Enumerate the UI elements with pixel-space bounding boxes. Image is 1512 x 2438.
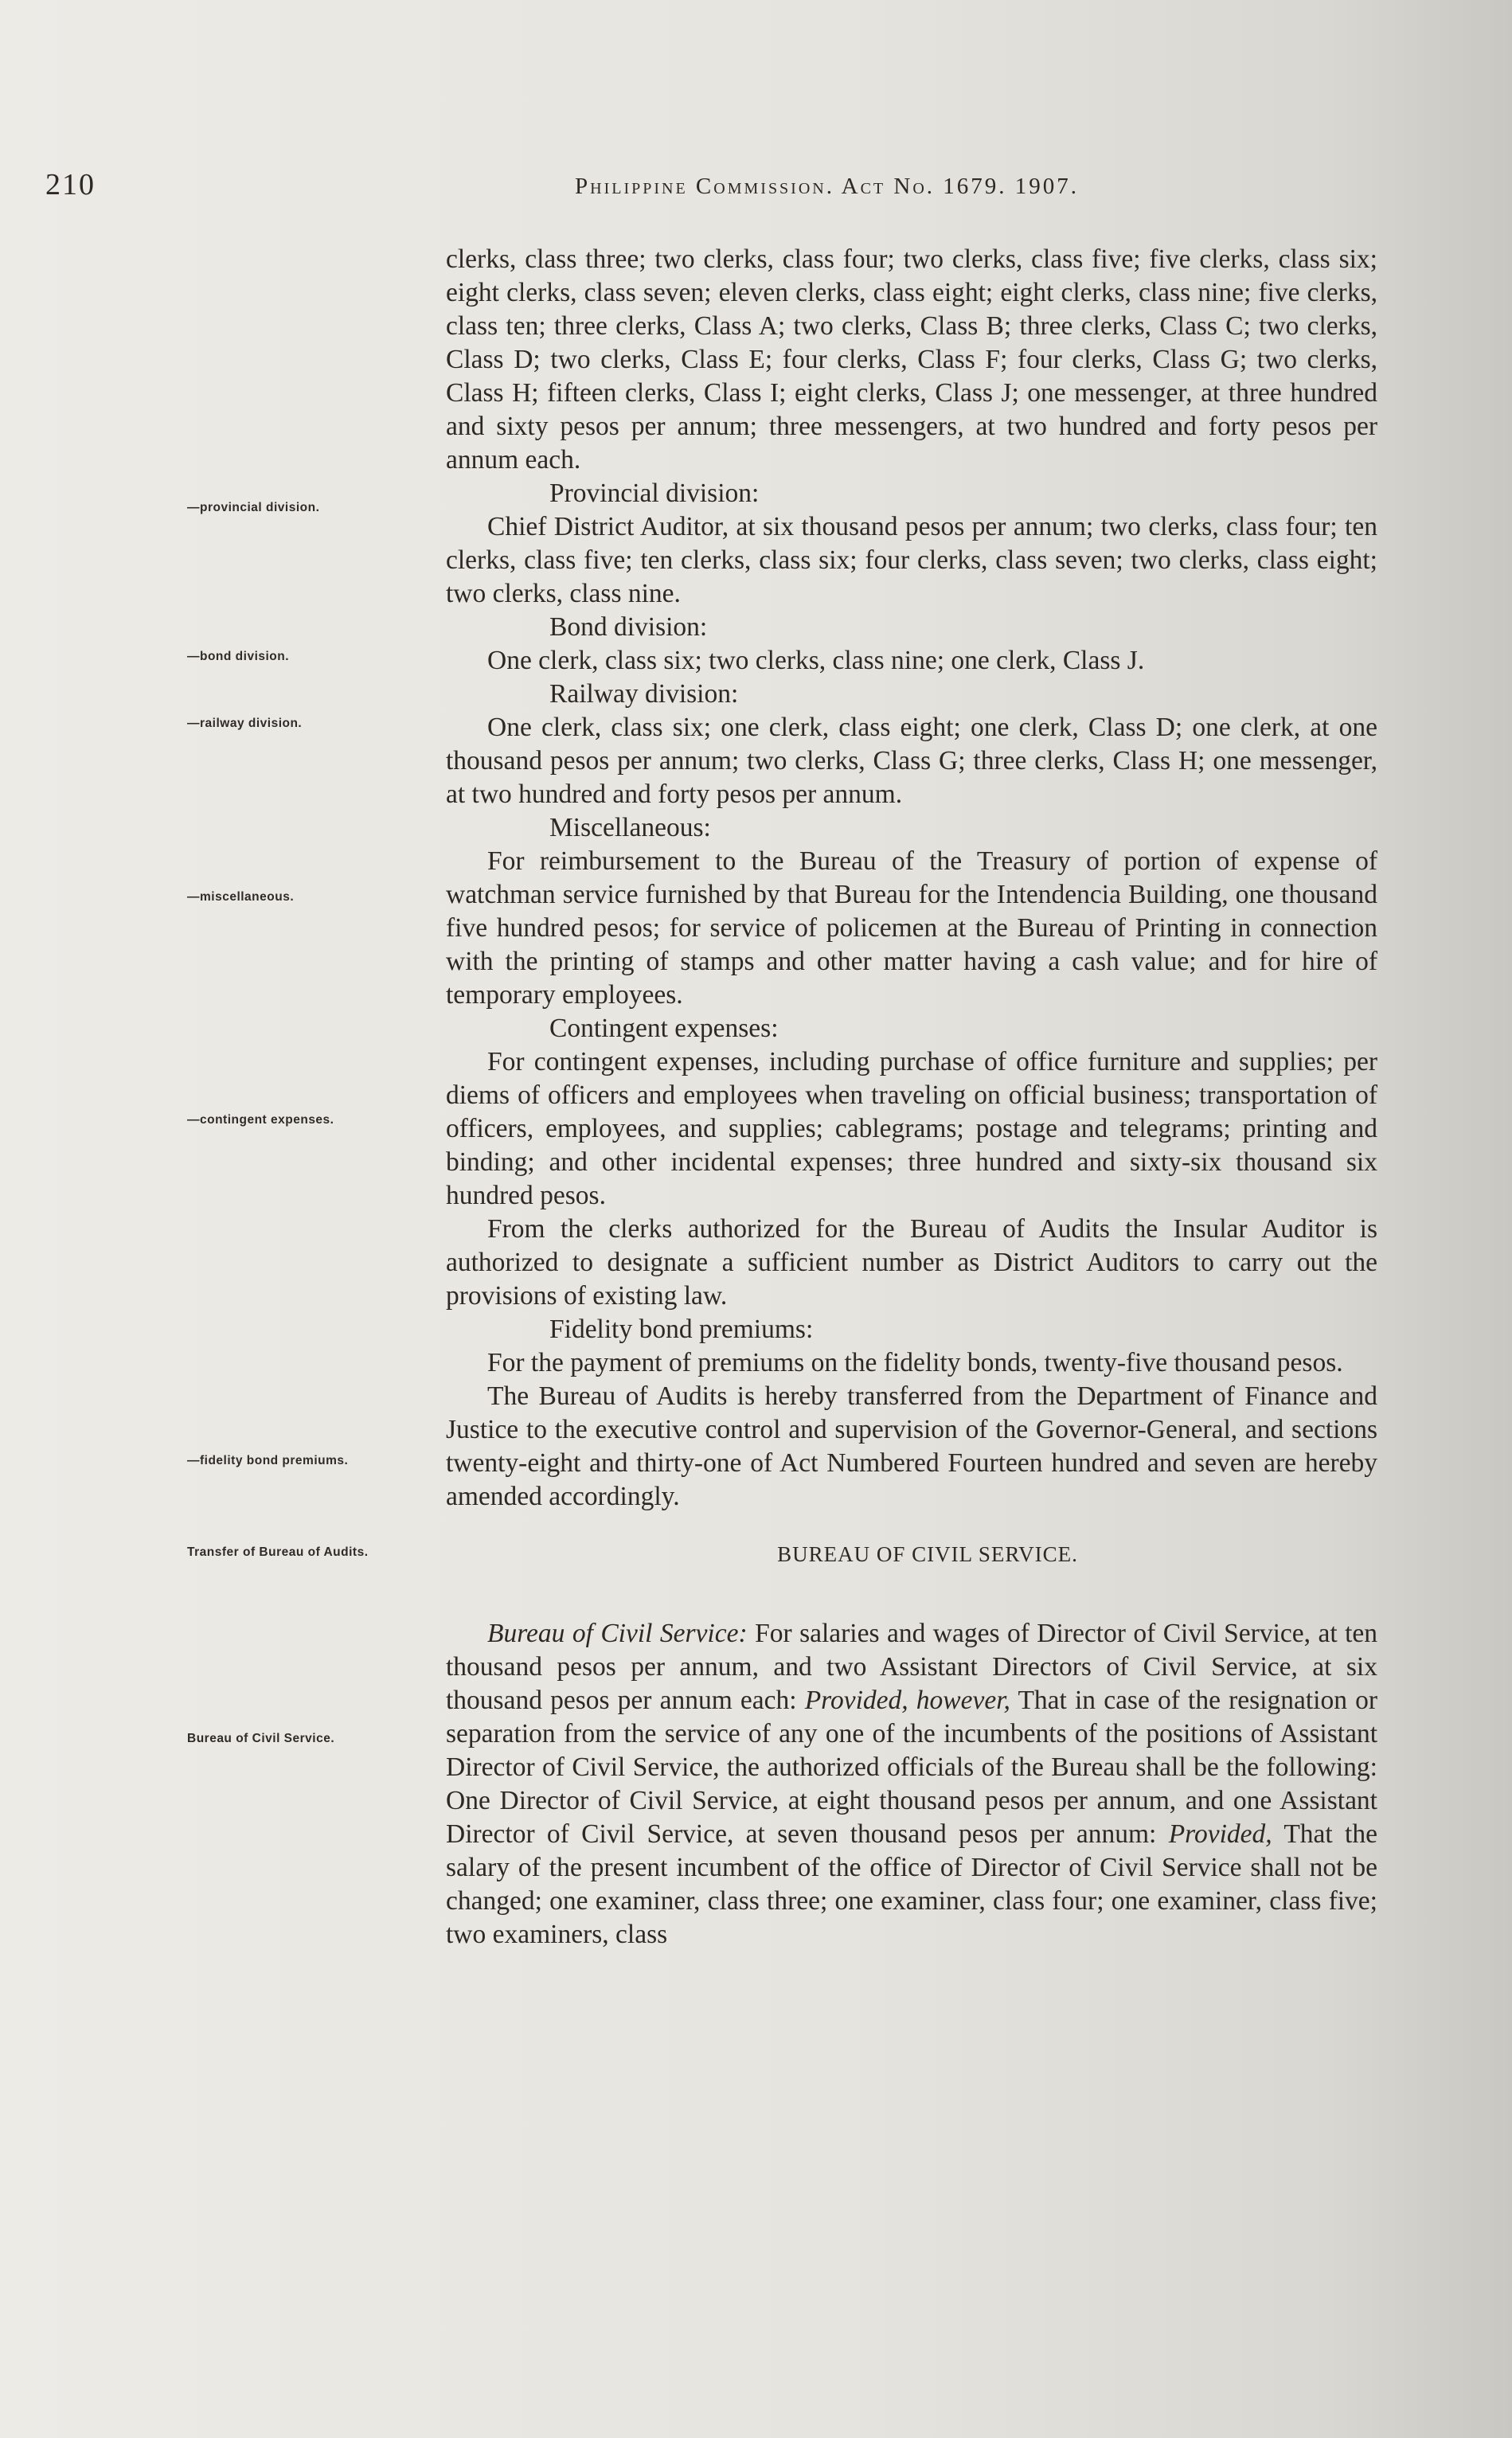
running-head: Philippine Commission. Act No. 1679. 1907. [575, 174, 1080, 199]
paragraph-bond-division: One clerk, class six; two clerks, class nine; one clerk, Class J. [487, 646, 1145, 675]
heading-railway-division: Railway division: [549, 679, 739, 709]
civil-service-text-3: That the salary of the present incumbent of the office of Director of Civil Service shall not be changed; one examiner, class three; one examiner, class four; one examiner, class five; two examiners, class [446, 1819, 1377, 1949]
heading-provincial-division: Provincial division: [549, 479, 760, 508]
page-header [0, 167, 1512, 207]
civil-service-text-1: For salaries and wages of Director of Civil Service, at ten thousand pesos per annum, and two Assistant Directors of Civil Service, at six thousand pesos per annum each: [446, 1619, 1378, 1715]
heading-fidelity-bond-premiums: Fidelity bond premiums: [549, 1315, 814, 1344]
main-text-column [446, 243, 1377, 1952]
paragraph-miscellaneous: For reimbursement to the Bureau of the Treasury of portion of expense of watchman service furnished by that Bureau for the Intendencia Building, one thousand five hundred pesos; for service of policemen at the Bureau of Printing in connection with the printing of stamps and other matter having a cash value; and for hire of temporary employees. [446, 846, 1377, 1010]
margin-note-railway-division: —railway division. [187, 717, 303, 730]
margin-note-bond-division: —bond division. [187, 650, 290, 663]
civil-service-provided-1: Provided, however, [804, 1686, 1010, 1715]
heading-bond-division: Bond division: [549, 612, 708, 642]
paragraph-contingent-expenses: For contingent expenses, including purchase of office furniture and supplies; per diems of officers and employees when traveling on official business; transportation of officers, employees, and supplies; cablegrams; postage and telegrams; printing and binding; and other incidental expenses; three hundred and sixty-six thousand six hundred pesos. [446, 1047, 1377, 1210]
paragraph-fidelity-bond-premiums: For the payment of premiums on the fidelity bonds, twenty-five thousand pesos. [487, 1348, 1343, 1377]
heading-contingent-expenses: Contingent expenses: [549, 1014, 779, 1043]
margin-note-bureau-civil-service: Bureau of Civil Service. [187, 1732, 335, 1745]
paragraph-clerks-continued: clerks, class three; two clerks, class four; two clerks, class five; five clerks, class six; eight clerks, class seven; eleven clerks, class eight; eight clerks, class nine; five clerks, class ten; three clerks, Class A; two clerks, Class B; three clerks, Class C; two clerks, Class D; two clerks, Class E; four clerks, Class F; four clerks, Class G; two clerks, Class H; fifteen clerks, Class I; eight clerks, Class J; one messenger, at three hundred and sixty pesos per annum; three messengers, at two hundred and forty pesos per annum each. [446, 244, 1377, 475]
section-heading-bureau-civil-service: BUREAU OF CIVIL SERVICE. [777, 1542, 1078, 1566]
margin-note-contingent-expenses: —contingent expenses. [187, 1113, 334, 1127]
civil-service-provided-2: Provided, [1168, 1819, 1272, 1849]
margin-note-transfer-bureau-audits: Transfer of Bureau of Audits. [187, 1545, 369, 1559]
margin-note-provincial-division: —provincial division. [187, 501, 320, 514]
paragraph-provincial-division: Chief District Auditor, at six thousand pesos per annum; two clerks, class four; ten clerks, class five; ten clerks, class six; four clerks, class seven; two clerks, class eight; two clerks, class nine. [446, 512, 1377, 608]
margin-note-fidelity-bond-premiums: —fidelity bond premiums. [187, 1454, 349, 1467]
margin-note-miscellaneous: —miscellaneous. [187, 890, 295, 904]
paragraph-transfer-bureau-audits: The Bureau of Audits is hereby transferred from the Department of Finance and Justice to the executive control and supervision of the Governor-General, and sections twenty-eight and thirty-one of Act Numbered Fourteen hundred and seven are hereby amended accordingly. [446, 1381, 1377, 1511]
civil-service-lead: Bureau of Civil Service: [487, 1619, 748, 1648]
paragraph-railway-division: One clerk, class six; one clerk, class eight; one clerk, Class D; one clerk, at one thousand pesos per annum; two clerks, Class G; three clerks, Class H; one messenger, at two hundred and forty pesos per annum. [446, 713, 1377, 809]
paragraph-district-auditors: From the clerks authorized for the Bureau of Audits the Insular Auditor is authorized to designate a sufficient number as District Auditors to carry out the provisions of existing law. [446, 1214, 1377, 1311]
paragraph-bureau-civil-service [446, 1617, 1377, 1952]
civil-service-text-2: That in case of the resignation or separation from the service of any one of the incumbents of the positions of Assistant Director of Civil Service, the authorized officials of the Bureau shall be the following: One Director of Civil Service, at eight thousand pesos per annum, and one Assistant Director of Civil Service, at seven thousand pesos per annum: [446, 1686, 1377, 1849]
page-number: 210 [45, 168, 96, 201]
heading-miscellaneous: Miscellaneous: [549, 813, 711, 842]
